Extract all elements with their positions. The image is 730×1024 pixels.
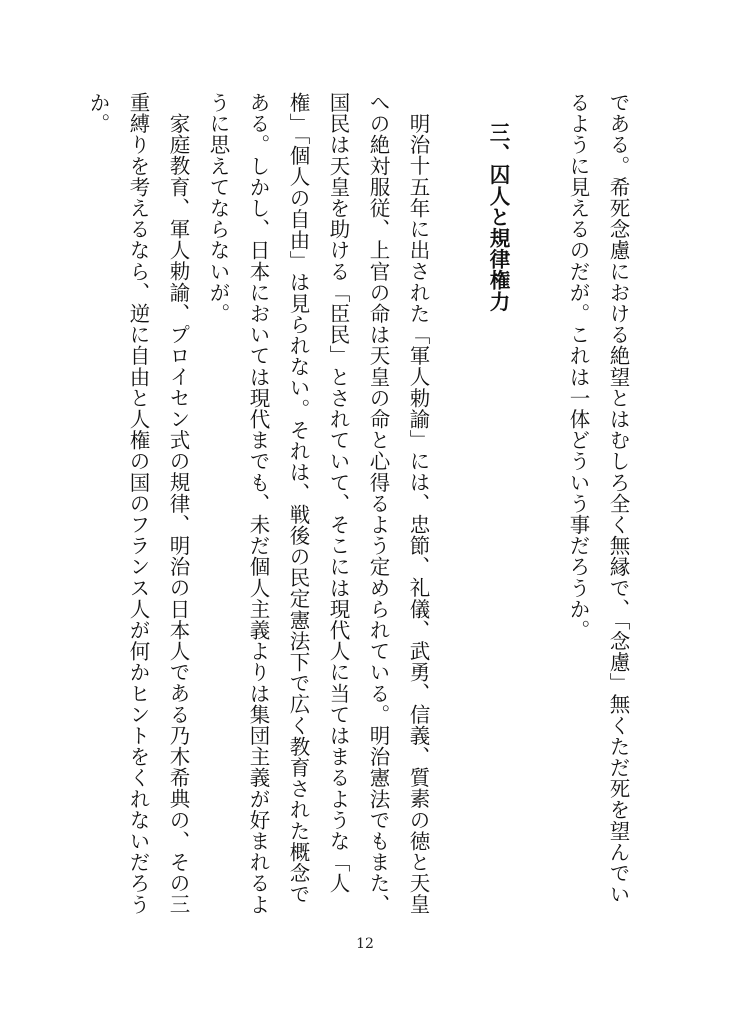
section-heading: 三、囚人と規律権力 xyxy=(486,122,510,312)
paragraph-continuation: である。希死念慮における絶望とはむしろ全く無縁で、「念慮」無くただ死を望んでいるように見えるのだが。これは一体どういう事だろうか。 xyxy=(566,92,630,905)
vertical-text-body xyxy=(78,92,638,922)
page-number: 12 xyxy=(356,936,374,952)
paragraph: 家庭教育、軍人勅諭、プロイセン式の規律、明治の日本人である乃木希典の、その三重縛りを考えるなら、逆に自由と人権の国のフランス人が何かヒントをくれないだろうか。 xyxy=(86,92,190,915)
paragraph: 明治十五年に出された「軍人勅諭」には、忠節、礼儀、武勇、信義、質素の徳と天皇への絶対服従、上官の命は天皇の命と心得るよう定められている。明治憲法でもまた、国民は天皇を助ける「臣民」とされていて、そこには現代人に当てはまるような「人権」「個人の自由」は見られない。それは、戦後の民定憲法下で広く教育された概念である。しかし、日本においては現代までも、未だ個人主義よりは集団主義が好まれるように思えてならないが。 xyxy=(206,92,430,915)
